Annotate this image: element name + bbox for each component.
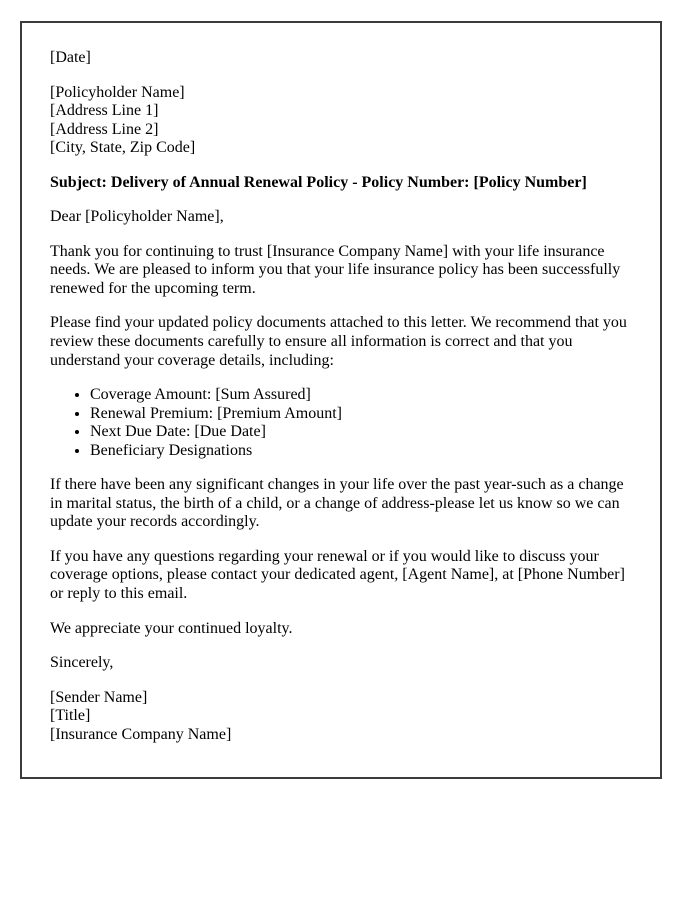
- coverage-detail-item: • Renewal Premium: [Premium Amount]: [90, 405, 632, 424]
- signature-line: [Insurance Company Name]: [50, 725, 232, 743]
- body-paragraph: We appreciate your continued loyalty.: [50, 619, 293, 637]
- coverage-details-list: [50, 386, 632, 460]
- body-paragraph: If there have been any significant changes in your life over the past year-such as a change in marital status, the birth of a child, or a change of address-please let us know so we can update your records accordingly.: [50, 476, 624, 531]
- recipient-line: [Address Line 2]: [50, 120, 159, 138]
- coverage-detail-item: • Next Due Date: [Due Date]: [90, 423, 632, 442]
- subject-line: Subject: Delivery of Annual Renewal Policy - Policy Number: [Policy Number]: [50, 173, 587, 191]
- salutation: Dear [Policyholder Name],: [50, 208, 224, 226]
- signature-block: [50, 689, 632, 745]
- coverage-detail-item: • Coverage Amount: [Sum Assured]: [90, 386, 632, 405]
- date-line: [Date]: [50, 49, 91, 66]
- body-paragraph: Please find your updated policy documents attached to this letter. We recommend that you review these documents carefully to ensure all information is correct and that you understand your coverage details, including:: [50, 314, 627, 369]
- letter-document: [20, 21, 662, 779]
- body-paragraph: If you have any questions regarding your renewal or if you would like to discuss your coverage options, please contact your dedicated agent, [Agent Name], at [Phone Number] or reply to this email.: [50, 547, 625, 603]
- recipient-line: [City, State, Zip Code]: [50, 139, 196, 157]
- signature-line: [Sender Name]: [50, 688, 148, 706]
- body-paragraph: Thank you for continuing to trust [Insurance Company Name] with your life insurance needs. We are pleased to inform you that your life insurance policy has been successfully renewed for the upcoming term.: [50, 242, 621, 297]
- signature-line: [Title]: [50, 707, 91, 725]
- recipient-address-block: [50, 84, 632, 158]
- signoff: Sincerely,: [50, 654, 114, 672]
- recipient-line: [Address Line 1]: [50, 102, 159, 120]
- recipient-line: [Policyholder Name]: [50, 83, 185, 101]
- coverage-detail-item: • Beneficiary Designations: [90, 442, 632, 461]
